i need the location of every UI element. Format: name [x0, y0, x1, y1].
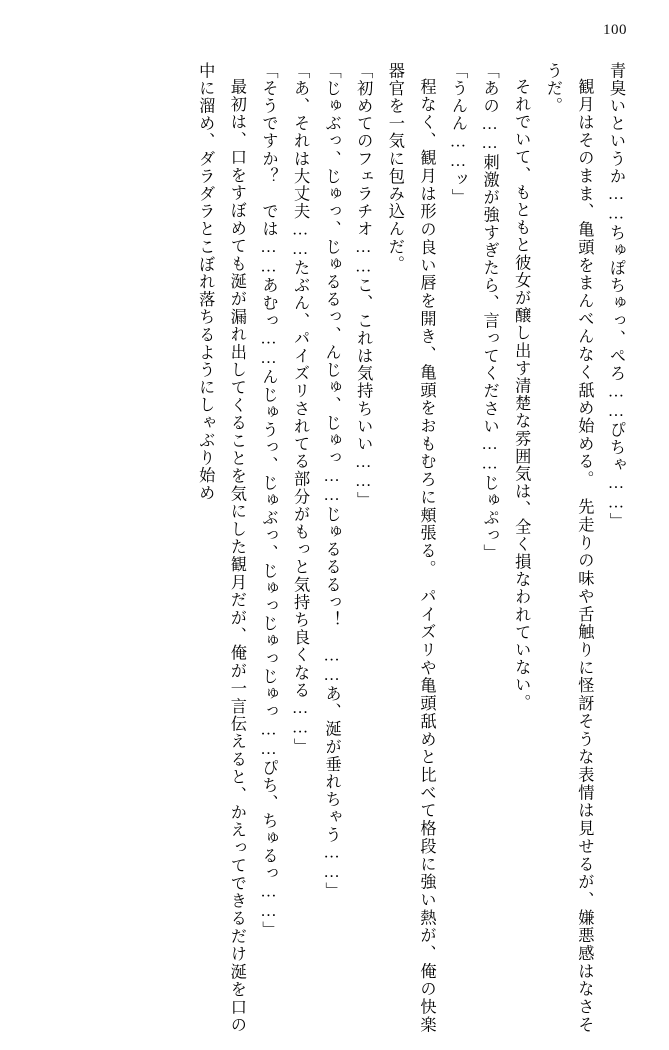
paragraph: 「初めてのフェラチオ……こ、これは気持ちいい……」	[354, 62, 373, 510]
paragraph: 最初は、口をすぼめても涎が漏れ出してくることを気にした観月だが、俺が一言伝えると、かえってできるだけ涎を口の中に溜め、ダラダラとこぼれ落ちるようにしゃぶり始め	[196, 62, 246, 1034]
paragraph: 「そうですか？ では……あむっ……んじゅうっ、じゅぶっ、じゅっじゅっじゅっ……ぴち、ちゅるっ……」	[259, 62, 278, 939]
paragraph: 「あ、それは大丈夫……たぶん、パイズリされてる部分がもっと気持ち良くなる……」	[291, 62, 310, 756]
page-number: 100	[603, 22, 627, 38]
paragraph: 「うんん……ッ」	[449, 62, 468, 207]
paragraph: 青臭いというか……ちゅぽちゅっ、ぺろ……ぴちゃ……」	[607, 62, 625, 531]
paragraph: それでいて、もともと彼女が醸し出す清楚な雰囲気は、全く損なわれていない。	[512, 78, 531, 712]
paragraph: 観月はそのまま、亀頭をまんべんなく舐め始める。 先走りの味や舌触りに怪訝そうな表情は見せるが、嫌悪感はなさそうだ。	[543, 62, 594, 1034]
paragraph: 「じゅぶっ、じゅっ、じゅるるっ、んじゅ、じゅっ……じゅるるるっ！ ……あ、涎が垂れちゃう……」	[322, 62, 341, 900]
paragraph: 「あの……刺激が強すぎたら、言ってください……じゅぷっ」	[480, 62, 499, 562]
novel-body-text	[24, 62, 631, 1034]
paragraph: 程なく、観月は形の良い唇を開き、亀頭をおもむろに頬張る。 パイズリや亀頭舐めと比べて格段に強い熱が、俺の快楽器官を一気に包み込んだ。	[385, 62, 436, 1034]
